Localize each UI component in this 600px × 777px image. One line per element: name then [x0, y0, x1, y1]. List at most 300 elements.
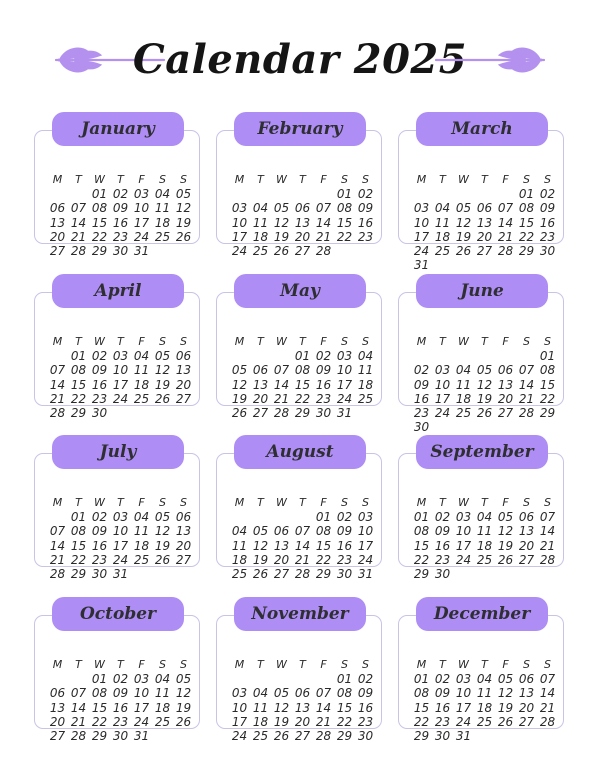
day-cell: 09 [539, 201, 556, 216]
day-cell: 23 [112, 714, 129, 729]
weekday-label: F [138, 496, 145, 509]
day-cell: 10 [231, 215, 248, 230]
empty-cell [271, 349, 292, 363]
day-cell: 06 [252, 363, 269, 378]
day-cell: 19 [175, 700, 192, 715]
day-cell: 09 [112, 201, 129, 216]
day-cell: 24 [133, 229, 150, 244]
day-cell: 28 [273, 405, 290, 420]
empty-cell [229, 187, 250, 201]
day-cell: 03 [112, 349, 129, 364]
day-cell: 12 [175, 201, 192, 216]
day-cell: 09 [357, 201, 374, 216]
empty-cell [453, 187, 474, 201]
day-cell: 16 [357, 700, 374, 715]
day-cell: 11 [434, 215, 451, 230]
day-cell: 24 [413, 243, 430, 258]
weekday-label: T [439, 658, 446, 671]
day-cell: 20 [518, 538, 535, 553]
day-cell: 21 [70, 714, 87, 729]
day-cell: 21 [315, 229, 332, 244]
day-cell: 03 [434, 363, 451, 378]
day-cell: 22 [91, 229, 108, 244]
day-cell: 14 [70, 700, 87, 715]
day-cell: 01 [518, 187, 535, 202]
empty-cell [432, 349, 453, 363]
day-cell: 10 [455, 524, 472, 539]
day-cell: 05 [476, 363, 493, 378]
day-cell: 28 [315, 243, 332, 258]
empty-cell [495, 729, 516, 743]
empty-cell [173, 729, 194, 743]
day-cell: 24 [231, 243, 248, 258]
day-cell: 07 [70, 201, 87, 216]
empty-cell [355, 406, 376, 420]
month-name: October [52, 597, 184, 631]
day-cell: 16 [336, 538, 353, 553]
day-cell: 22 [413, 552, 430, 567]
empty-cell [495, 420, 516, 434]
empty-cell [292, 187, 313, 201]
weekday-label: F [138, 658, 145, 671]
empty-cell [495, 567, 516, 581]
day-cell: 27 [273, 566, 290, 581]
month-card [398, 274, 564, 435]
day-cell: 13 [476, 215, 493, 230]
day-cell: 24 [133, 714, 150, 729]
month-name: May [234, 274, 366, 308]
empty-cell [495, 258, 516, 272]
day-cell: 28 [49, 566, 66, 581]
day-cell: 26 [273, 243, 290, 258]
day-cell: 20 [476, 229, 493, 244]
day-cell: 18 [455, 391, 472, 406]
month-name: November [234, 597, 366, 631]
day-grid [411, 173, 559, 272]
day-cell: 18 [476, 538, 493, 553]
empty-cell [173, 406, 194, 420]
month-card [34, 597, 200, 743]
day-cell: 27 [497, 405, 514, 420]
day-cell: 11 [154, 686, 171, 701]
weekday-label: F [502, 496, 509, 509]
empty-cell [250, 510, 271, 524]
day-cell: 24 [112, 391, 129, 406]
day-cell: 23 [434, 552, 451, 567]
day-cell: 27 [476, 243, 493, 258]
day-cell: 04 [434, 201, 451, 216]
day-cell: 19 [273, 229, 290, 244]
weekday-label: F [320, 658, 327, 671]
day-cell: 19 [231, 391, 248, 406]
empty-cell [271, 510, 292, 524]
empty-cell [152, 406, 173, 420]
day-cell: 25 [357, 391, 374, 406]
weekday-label: S [523, 658, 530, 671]
day-cell: 24 [231, 728, 248, 743]
day-cell: 12 [497, 686, 514, 701]
day-cell: 04 [357, 349, 374, 364]
weekday-label: F [138, 335, 145, 348]
weekday-label: S [180, 496, 187, 509]
month-box [398, 615, 564, 743]
month-name: June [416, 274, 548, 308]
day-cell: 14 [273, 377, 290, 392]
day-cell: 13 [49, 215, 66, 230]
month-box [398, 130, 564, 273]
day-cell: 05 [154, 510, 171, 525]
day-cell: 11 [476, 686, 493, 701]
right-sprig-icon [432, 40, 552, 80]
day-cell: 08 [336, 201, 353, 216]
day-cell: 01 [336, 187, 353, 202]
day-cell: 06 [497, 363, 514, 378]
month-box [216, 130, 382, 258]
day-cell: 27 [518, 552, 535, 567]
day-cell: 08 [91, 201, 108, 216]
day-cell: 02 [112, 187, 129, 202]
empty-cell [453, 258, 474, 272]
day-cell: 18 [231, 552, 248, 567]
day-cell: 17 [231, 714, 248, 729]
empty-cell [432, 258, 453, 272]
day-cell: 02 [434, 672, 451, 687]
empty-cell [47, 349, 68, 363]
day-cell: 03 [133, 187, 150, 202]
day-cell: 29 [91, 243, 108, 258]
day-cell: 15 [315, 538, 332, 553]
weekday-label: M [416, 496, 427, 509]
day-cell: 04 [133, 510, 150, 525]
day-cell: 29 [70, 405, 87, 420]
day-cell: 14 [315, 215, 332, 230]
day-cell: 17 [336, 377, 353, 392]
day-cell: 22 [315, 552, 332, 567]
day-cell: 21 [70, 229, 87, 244]
day-cell: 26 [231, 405, 248, 420]
weekday-label: T [75, 335, 82, 348]
month-name: September [416, 435, 548, 469]
day-cell: 13 [175, 524, 192, 539]
day-cell: 02 [539, 187, 556, 202]
weekday-label: S [362, 335, 369, 348]
empty-cell [516, 729, 537, 743]
day-cell: 12 [231, 377, 248, 392]
weekday-label: S [180, 335, 187, 348]
month-box [34, 130, 200, 258]
day-cell: 03 [112, 510, 129, 525]
day-cell: 30 [112, 243, 129, 258]
day-cell: 30 [539, 243, 556, 258]
day-cell: 26 [175, 714, 192, 729]
day-cell: 30 [434, 566, 451, 581]
day-cell: 01 [539, 349, 556, 364]
weekday-label: T [299, 658, 306, 671]
day-cell: 03 [336, 349, 353, 364]
day-cell: 26 [455, 243, 472, 258]
weekday-label: S [544, 173, 551, 186]
day-cell: 23 [413, 405, 430, 420]
day-cell: 31 [413, 258, 430, 273]
empty-cell [453, 349, 474, 363]
day-cell: 17 [112, 377, 129, 392]
day-cell: 17 [357, 538, 374, 553]
day-cell: 02 [91, 349, 108, 364]
day-cell: 13 [252, 377, 269, 392]
empty-cell [152, 567, 173, 581]
month-box [398, 292, 564, 435]
day-cell: 17 [133, 700, 150, 715]
day-cell: 05 [497, 672, 514, 687]
day-cell: 29 [315, 566, 332, 581]
month-card [34, 112, 200, 258]
day-cell: 27 [175, 391, 192, 406]
day-cell: 15 [413, 538, 430, 553]
day-cell: 16 [413, 391, 430, 406]
day-cell: 29 [518, 243, 535, 258]
day-cell: 06 [49, 686, 66, 701]
day-cell: 04 [231, 524, 248, 539]
day-cell: 19 [273, 714, 290, 729]
empty-cell [474, 187, 495, 201]
day-cell: 16 [539, 215, 556, 230]
empty-cell [152, 244, 173, 258]
day-cell: 07 [315, 201, 332, 216]
empty-cell [229, 349, 250, 363]
day-cell: 02 [91, 510, 108, 525]
empty-cell [516, 567, 537, 581]
day-cell: 14 [49, 377, 66, 392]
day-cell: 15 [413, 700, 430, 715]
day-cell: 25 [133, 391, 150, 406]
day-cell: 10 [336, 363, 353, 378]
weekday-label: T [439, 335, 446, 348]
day-cell: 02 [336, 510, 353, 525]
weekday-label: S [341, 335, 348, 348]
month-box [34, 292, 200, 420]
weekday-label: W [458, 173, 469, 186]
day-cell: 25 [231, 566, 248, 581]
day-cell: 19 [476, 391, 493, 406]
day-cell: 23 [434, 714, 451, 729]
day-cell: 09 [91, 524, 108, 539]
day-cell: 21 [539, 538, 556, 553]
empty-cell [173, 567, 194, 581]
day-cell: 25 [154, 229, 171, 244]
day-cell: 08 [294, 363, 311, 378]
day-cell: 05 [175, 672, 192, 687]
day-cell: 07 [518, 363, 535, 378]
day-cell: 14 [539, 524, 556, 539]
day-cell: 04 [252, 686, 269, 701]
empty-cell [271, 187, 292, 201]
day-grid [229, 173, 377, 258]
weekday-label: T [117, 658, 124, 671]
day-cell: 12 [154, 363, 171, 378]
day-cell: 20 [294, 229, 311, 244]
day-cell: 16 [112, 215, 129, 230]
day-cell: 02 [315, 349, 332, 364]
empty-cell [334, 244, 355, 258]
weekday-label: W [458, 335, 469, 348]
empty-cell [47, 510, 68, 524]
day-cell: 27 [252, 405, 269, 420]
day-cell: 11 [476, 524, 493, 539]
day-cell: 19 [455, 229, 472, 244]
weekday-label: S [341, 658, 348, 671]
empty-cell [537, 258, 558, 272]
day-cell: 13 [294, 700, 311, 715]
day-cell: 14 [497, 215, 514, 230]
day-cell: 09 [434, 524, 451, 539]
day-cell: 21 [294, 552, 311, 567]
day-cell: 23 [357, 229, 374, 244]
day-cell: 01 [294, 349, 311, 364]
day-cell: 04 [476, 510, 493, 525]
day-cell: 15 [336, 700, 353, 715]
day-cell: 21 [518, 391, 535, 406]
day-cell: 13 [294, 215, 311, 230]
empty-cell [537, 420, 558, 434]
day-cell: 01 [413, 510, 430, 525]
day-cell: 09 [315, 363, 332, 378]
day-cell: 15 [70, 377, 87, 392]
day-cell: 27 [175, 552, 192, 567]
day-grid [411, 658, 559, 743]
day-cell: 20 [252, 391, 269, 406]
day-grid [47, 335, 195, 420]
month-box [216, 453, 382, 581]
day-cell: 28 [315, 728, 332, 743]
day-cell: 28 [518, 405, 535, 420]
empty-cell [250, 672, 271, 686]
weekday-label: F [502, 335, 509, 348]
day-cell: 13 [49, 700, 66, 715]
weekday-label: T [481, 658, 488, 671]
day-cell: 05 [273, 686, 290, 701]
day-cell: 07 [315, 686, 332, 701]
day-cell: 22 [70, 552, 87, 567]
day-cell: 14 [539, 686, 556, 701]
day-cell: 31 [133, 243, 150, 258]
day-cell: 11 [252, 700, 269, 715]
empty-cell [47, 672, 68, 686]
day-cell: 22 [336, 229, 353, 244]
day-cell: 21 [497, 229, 514, 244]
day-cell: 24 [434, 405, 451, 420]
day-cell: 08 [413, 524, 430, 539]
day-cell: 11 [357, 363, 374, 378]
day-cell: 30 [91, 566, 108, 581]
day-cell: 01 [91, 672, 108, 687]
day-cell: 16 [434, 538, 451, 553]
day-cell: 02 [357, 187, 374, 202]
month-name: August [234, 435, 366, 469]
weekday-label: S [159, 496, 166, 509]
day-cell: 30 [434, 728, 451, 743]
empty-cell [110, 406, 131, 420]
day-cell: 27 [294, 728, 311, 743]
weekday-label: W [94, 496, 105, 509]
empty-cell [537, 729, 558, 743]
weekday-label: S [544, 496, 551, 509]
weekday-label: T [257, 496, 264, 509]
day-cell: 26 [497, 552, 514, 567]
day-cell: 18 [252, 714, 269, 729]
day-cell: 26 [252, 566, 269, 581]
day-cell: 23 [539, 229, 556, 244]
weekday-label: S [544, 658, 551, 671]
day-cell: 07 [294, 524, 311, 539]
weekday-label: T [75, 496, 82, 509]
day-cell: 07 [539, 672, 556, 687]
day-cell: 12 [175, 686, 192, 701]
empty-cell [355, 244, 376, 258]
day-cell: 17 [455, 538, 472, 553]
day-cell: 10 [133, 201, 150, 216]
day-cell: 16 [357, 215, 374, 230]
weekday-label: F [320, 496, 327, 509]
day-cell: 26 [497, 714, 514, 729]
day-cell: 08 [539, 363, 556, 378]
day-cell: 12 [273, 215, 290, 230]
day-cell: 23 [357, 714, 374, 729]
day-cell: 12 [252, 538, 269, 553]
day-cell: 14 [518, 377, 535, 392]
weekday-label: W [276, 173, 287, 186]
month-name: March [416, 112, 548, 146]
day-cell: 20 [49, 714, 66, 729]
weekday-label: T [257, 658, 264, 671]
day-cell: 09 [413, 377, 430, 392]
day-cell: 20 [273, 552, 290, 567]
day-cell: 04 [252, 201, 269, 216]
weekday-label: T [257, 173, 264, 186]
day-cell: 29 [413, 728, 430, 743]
weekday-label: S [523, 496, 530, 509]
empty-cell [68, 672, 89, 686]
calendar-header [0, 30, 600, 90]
day-cell: 20 [49, 229, 66, 244]
day-cell: 28 [49, 405, 66, 420]
day-cell: 24 [455, 552, 472, 567]
day-grid [411, 335, 559, 434]
empty-cell [313, 672, 334, 686]
day-cell: 08 [413, 686, 430, 701]
day-cell: 21 [49, 552, 66, 567]
day-cell: 28 [539, 714, 556, 729]
empty-cell [432, 420, 453, 434]
weekday-label: T [117, 173, 124, 186]
empty-cell [47, 187, 68, 201]
weekday-label: S [159, 658, 166, 671]
weekday-label: M [52, 496, 63, 509]
day-cell: 22 [294, 391, 311, 406]
month-box [398, 453, 564, 581]
day-cell: 24 [336, 391, 353, 406]
day-grid [47, 173, 195, 258]
day-cell: 25 [252, 243, 269, 258]
day-cell: 22 [539, 391, 556, 406]
day-cell: 28 [497, 243, 514, 258]
weekday-label: W [276, 658, 287, 671]
empty-cell [474, 349, 495, 363]
weekday-label: S [180, 173, 187, 186]
day-cell: 08 [336, 686, 353, 701]
weekday-label: M [234, 335, 245, 348]
day-cell: 06 [476, 201, 493, 216]
day-cell: 01 [315, 510, 332, 525]
